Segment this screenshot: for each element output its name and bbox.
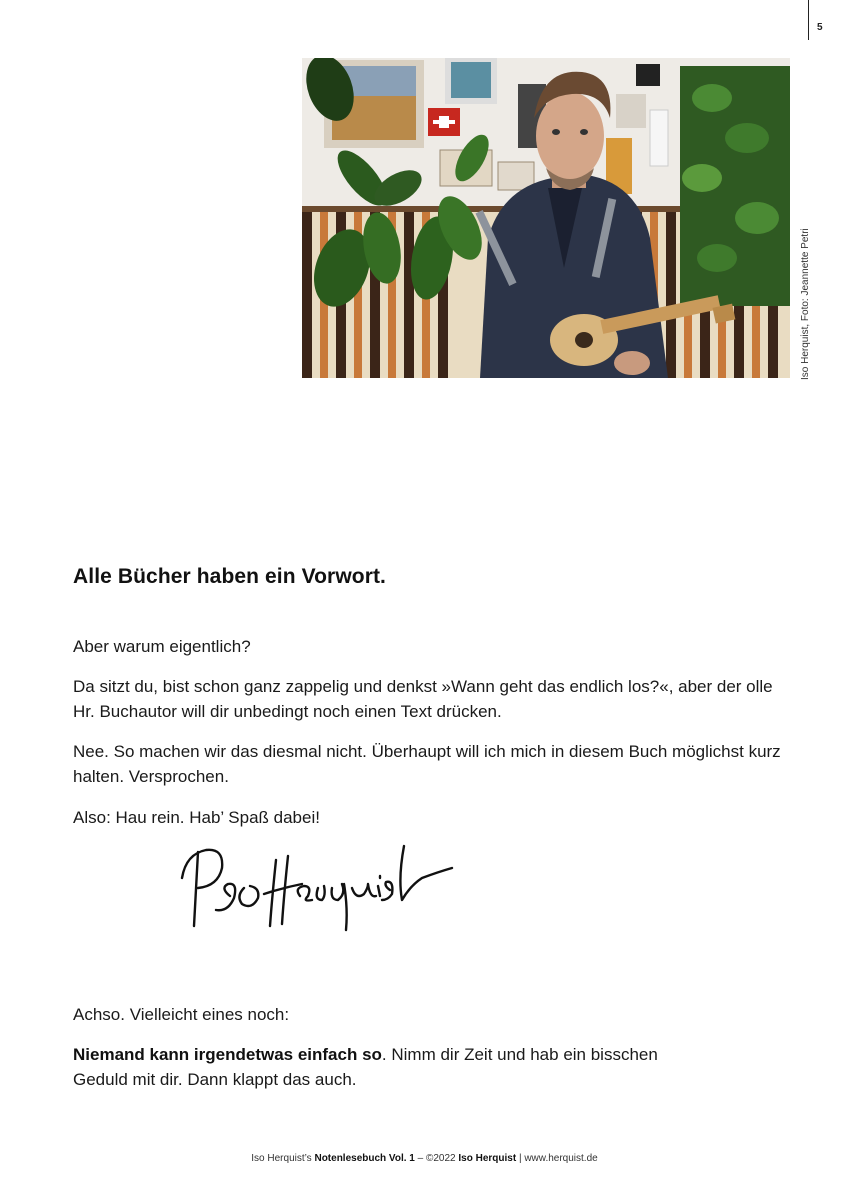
photo-credit: Iso Herquist, Foto: Jeannette Petri [800,228,811,380]
page-number: 5 [817,22,823,33]
author-photo [302,58,790,378]
footer-author: Iso Herquist [458,1153,517,1164]
footer-author-possessive: Iso Herquist’s [251,1153,315,1164]
emphasis-text: Niemand kann irgendetwas einfach so [73,1045,382,1064]
footer-website: | www.herquist.de [516,1153,598,1164]
paragraph-patience [73,1042,673,1092]
paragraph-impatience: Da sitzt du, bist schon ganz zappelig und denkst »Wann geht das endlich los?«, aber der olle Hr. Buchautor will dir unbedingt noch einen Text drücken. [73,677,773,721]
paragraph-one-more-thing: Achso. Vielleicht eines noch: [73,1005,290,1024]
paragraph-question: Aber warum eigentlich? [73,637,251,656]
paragraph-promise: Nee. So machen wir das diesmal nicht. Überhaupt will ich mich in diesem Buch möglichst kurz halten. Versprochen. [73,742,781,786]
page-footer [0,1153,849,1164]
author-signature [172,838,457,938]
footer-copyright: – ©2022 [414,1153,459,1164]
paragraph-patience-rest: . Nimm dir Zeit und hab ein bisschen Geduld mit dir. Dann klappt das auch. [73,1045,658,1089]
footer-book-title: Notenlesebuch Vol. 1 [314,1153,415,1164]
page-number-rule [808,0,809,40]
paragraph-have-fun: Also: Hau rein. Hab’ Spaß dabei! [73,808,320,827]
page-heading: Alle Bücher haben ein Vorwort. [73,565,386,588]
